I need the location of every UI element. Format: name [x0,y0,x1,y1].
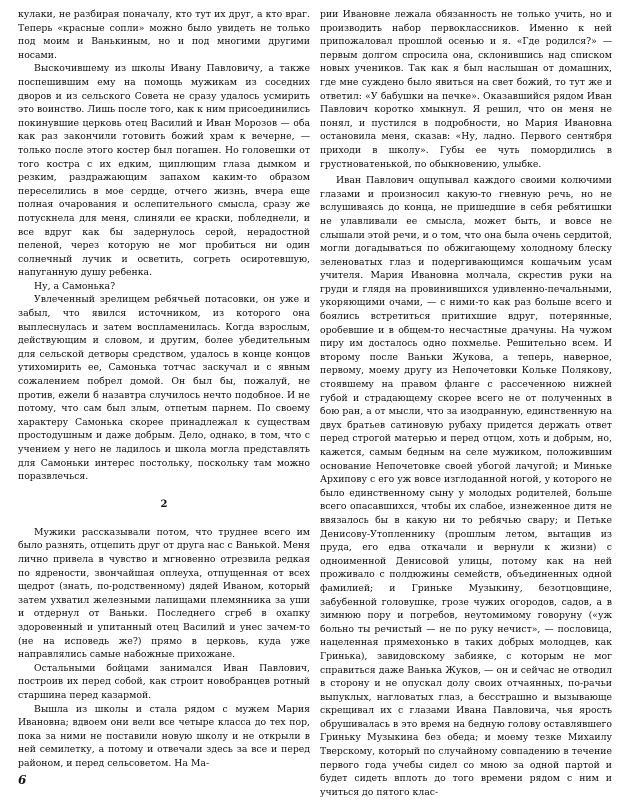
left-column [18,8,310,769]
paragraph: кулаки, не разбирая поначалу, кто тут их друг, а кто враг. Теперь «красные сопли» можно было увидеть не только под моим и Ванькиным, но и под многими другими носами. [18,9,310,61]
paragraph: Выскочившему из школы Ивану Павловичу, а также поспешившим ему на помощь мужикам из соседних дворов и из сельского Совета не сразу удалось усмирить это воинство. Лишь после того, как к ним присоединились покинувшие церковь отец Василий и Иван Морозов — оба как раз закончили готовить божий храм к вечерне, — только после этого костер был погашен. Но головешки от того костра с их едким, щиплющим глаза дымком и резким, раздражающим запахом каким-то образом переселились в мое сердце, отчего жизнь, вчера еще полная очарования и ослепительного смысла, сразу же потускнела для меня, слиняли ее краски, побледнели, и все вдруг как бы задернулось серой, нерадостной пеленой, через которую не мог пробиться ни один солнечный лучик и осветить, согреть осиротевшую, напуганную душу ребенка. [18,63,310,279]
paragraph: Вышла из школы и стала рядом с мужем Мария Ивановна; вдвоем они вели все четыре класса до тех пор, пока за ними не поставили новую школу и не открыли в ней семилетку, а потому и отвечали здесь за все и перед районом, и перед сельсоветом. На Ма- [18,703,310,769]
paragraph: Остальными бойцами занимался Иван Павлович, построив их перед собой, как строит новобранцев ротный старшина перед казармой. [18,662,310,701]
paragraph: Ну, а Самонька? [34,280,116,292]
section-number: 2 [160,498,168,510]
page-number: 6 [18,773,27,787]
paragraph: Увлеченный зрелищем ребячьей потасовки, он уже и забыл, что явился источником, из которого она выплеснулась и затем воспламенилась. Когда взрослым, действующим и словом, и другим, более убедительным для сельской детворы средством, удалось в конце концов утихомирить ее, Самонька тотчас заскучал и с явным сожалением побрел домой. Он был бы, пожалуй, не против, ежели б назавтра случилось нечто подобное. И не потому, что сам был злым, отпетым парнем. По своему характеру Самонька скорее принадлежал к существам простодушным и даже добрым. Дело, однако, в том, что с учением у него не ладилось и школа могла представлять для Самоньки интерес постольку, поскольку там можно поразвлечься. [18,294,310,483]
right-column [320,8,612,798]
paragraph: Мужики рассказывали потом, что труднее всего им было разнять, отцепить друг от друга нас с Ванькой. Меня лично привела в чувство и мгновенно отрезвила редкая по ядрености, звончайшая оплеуха, отпущенная от всех щедрот (знать, по-родственному) дядей Иваном, который затем ухватил железными лапищами племянника за уши и отдернул от Ваньки. Последнего сгреб в охапку здоровенный и упитанный отец Василий и унес зачем-то (не на исповедь же?) прямо в церковь, куда уже направлялись самые набожные прихожане. [18,526,310,661]
paragraph: рии Ивановне лежала обязанность не только учить, но и производить набор первоклассников. Именно к ней припожаловал прошлой осенью и я. «Где родился?» — первым долгом спросила она, склонившись над списком новых учеников. Так как я был наслышан от домашних, где мне суждено было явиться на свет божий, то тут же и ответил: «У бабушки на печке». Оказавшийся рядом Иван Павлович коротко хмыкнул. Я решил, что он меня не понял, и пустился в подробности, но Мария Ивановна остановила меня, сказав: «Ну, ладно. Первого сентября приходи в школу». Губы ее чуть помордились в грустноватенькой, по обыкновению, улыбке. [320,9,612,170]
paragraph: Иван Павлович ощупывал каждого своими колючими глазами и произносил какую-то гневную речь, но не вслушиваясь до конца, не пришедшие в себя ребятишки не улавливали ее смысла, может быть, и вовсе не слышали этой речи, и о том, что она была очень сердитой, могли догадываться по обжигающему холодному блеску зеленоватых глаз и подергивающимся кошачьим усам учителя. Мария Ивановна молчала, скрестив руки на груди и глядя на провинившихся удивленно-печальными, укоряющими очами, — с ними-то как раз больше всего и боялись встретиться притихшие вдруг, потерянные, оробевшие и в общем-то несчастные драчуны. На чужом пиру им досталось одно похмелье. Решительно всем. И второму после Ваньки Жукова, а теперь, наверное, первому, моему другу из Непочетовки Кольке Полякову, стоявшему на правом фланге с рассеченною нижней губой и страдающему скорее всего не от полученных в бою ран, а от мысли, что за изодранную, единственную на двух братьев сатиновую рубаху придется держать ответ перед строгой матерью и перед отцом, хоть и добрым, но, кажется, самым бедным на селе мужиком, положившим основание Непочетовке своей убогой лачугой; и Миньке Архипову с его уж вовсе изглоданной ногой, у которого не было единственному сыну у молодых родителей, больше всего опасавшихся, чтобы их слабое, изнеженное дитя не ввязалось бы в какую ни то ребячью свару; и Петьке Денисову-Утопленнику (прошлым летом, вытащив из пруда, его едва откачали и вернули к жизни) с одноименной Денисовой улицы, потому как на ней проживало с полдюжины семейств, объединенных одной фамилией; и Гриньке Музыкину, безотцовщине, забубенной головушке, грозе чужих огородов, садов, а в зимнюю пору и погребов, неутомимому говоруну («уж больно ты речистый — не по руку нечист», — пословица, нацеленная прямехонько в таких добрых молодцев, как Гринька), завидовскому забияке, с которым не мог справиться даже Ванька Жуков, — он и сейчас не отводил в сторону и не опускал долу своих отчаянных, по-рачьи выпуклых, нагловатых глаз, а бесстрашно и вызывающе скрещивал их с глазами Ивана Павловича, чья ярость обрушивалась в это время на бедную голову оставлявшего Гриньку Музыкина без обеда; и моему тезке Михаилу Тверскому, который по случайному совпадению в течение первого года учебы сидел со мною за одной партой и будет сидеть вплоть до того времени рядом с ним и учиться до пятого клас- [320,175,612,798]
